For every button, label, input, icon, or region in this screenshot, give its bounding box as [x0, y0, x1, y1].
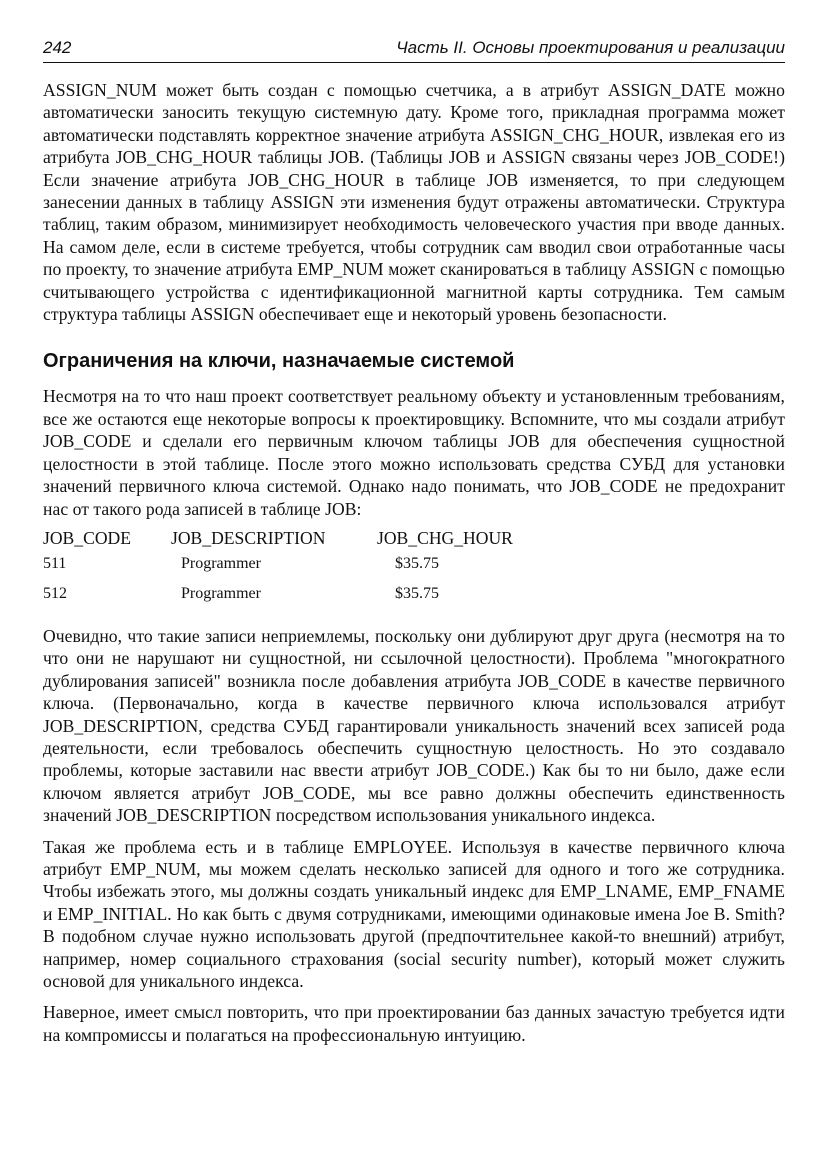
table-header-cell: JOB_CHG_HOUR — [377, 527, 513, 548]
table-cell: $35.75 — [395, 554, 439, 572]
table-row — [43, 585, 785, 615]
paragraph: Такая же проблема есть и в таблице EMPLOYEE. Используя в качестве первичного ключа атрибут EMP_NUM, мы можем сделать несколько записей для одного и того же сотрудника. Чтобы избежать этого, мы должны создать уникальный индекс для EMP_LNAME, EMP_FNAME и EMP_INITIAL. Но как быть с двумя сотрудниками, имеющими одинаковые имена Joe B. Smith? В подобном случае нужно использовать другой (предпочтительнее какой-то внешний) атрибут, например, номер социального страхования (social security number), который может служить основой для уникального индекса. — [43, 836, 785, 991]
section-title: Часть II. Основы проектирования и реализации — [396, 38, 785, 57]
table-cell: 511 — [43, 554, 67, 572]
paragraph: ASSIGN_NUM может быть создан с помощью счетчика, а в атрибут ASSIGN_DATE можно автоматически заносить текущую системную дату. Кроме того, прикладная программа может автоматически подставлять корректное значение атрибута ASSIGN_CHG_HOUR, извлекая его из атрибута JOB_CHG_HOUR таблицы JOB. (Таблицы JOB и ASSIGN связаны через JOB_CODE!) Если значение атрибута JOB_CHG_HOUR в таблице JOB изменяется, то при следующем занесении данных в таблицу ASSIGN эти изменения будут отражены автоматически. Структура таблиц, таким образом, минимизирует необходимость человеческого участия при вводе данных. На самом деле, если в системе требуется, чтобы сотрудник сам вводил свои отработанные часы по проекту, то значение атрибута EMP_NUM может сканироваться в таблицу ASSIGN с помощью считывающего устройства с идентификационной магнитной карты сотрудника. Тем самым структура таблицы ASSIGN обеспечивает еще и некоторый уровень безопасности. — [43, 80, 785, 325]
running-header — [43, 34, 785, 63]
table-row — [43, 555, 785, 585]
page-number: 242 — [43, 38, 72, 57]
paragraph: Несмотря на то что наш проект соответствует реальному объекту и установленным требованиям, все же остаются еще некоторые вопросы к проектировщику. Вспомните, что мы создали атрибут JOB_CODE и сделали его первичным ключом таблицы JOB для обеспечения сущностной целостности в этой таблице. После этого можно использовать средства СУБД для установки значений первичного ключа системой. Однако надо понимать, что JOB_CODE не предохранит нас от такого рода записей в таблице JOB: — [43, 386, 785, 519]
table-cell: 512 — [43, 584, 67, 602]
table-cell: $35.75 — [395, 584, 439, 602]
book-page — [43, 34, 785, 1046]
paragraph: Очевидно, что такие записи неприемлемы, поскольку они дублируют друг друга (несмотря на то что они не нарушают ни сущностной, ни ссылочной целостности). Проблема "многократного дублирования записей" возникла после добавления атрибута JOB_CODE в качестве первичного ключа. (Первоначально, когда в качестве первичного ключа использовался атрибут JOB_DESCRIPTION, средства СУБД гарантировали уникальность значений всех записей рода деятельности, если требовалось обеспечить сущностную целостность. Но это создавало проблемы, которые заставили нас ввести атрибут JOB_CODE.) Как бы то ни было, даже если ключом является атрибут JOB_CODE, мы все равно должны обеспечить единственность значений JOB_DESCRIPTION посредством использования уникального индекса. — [43, 625, 785, 826]
table-cell: Programmer — [181, 554, 261, 572]
table-header-cell: JOB_CODE — [43, 527, 131, 548]
table-header-row — [43, 528, 785, 555]
section-heading: Ограничения на ключи, назначаемые системой — [43, 350, 515, 373]
table-header-cell: JOB_DESCRIPTION — [171, 527, 326, 548]
job-table — [43, 528, 785, 615]
table-cell: Programmer — [181, 584, 261, 602]
page-body — [43, 79, 785, 1046]
paragraph: Наверное, имеет смысл повторить, что при проектировании баз данных зачастую требуется идти на компромиссы и полагаться на профессиональную интуицию. — [43, 1002, 785, 1045]
